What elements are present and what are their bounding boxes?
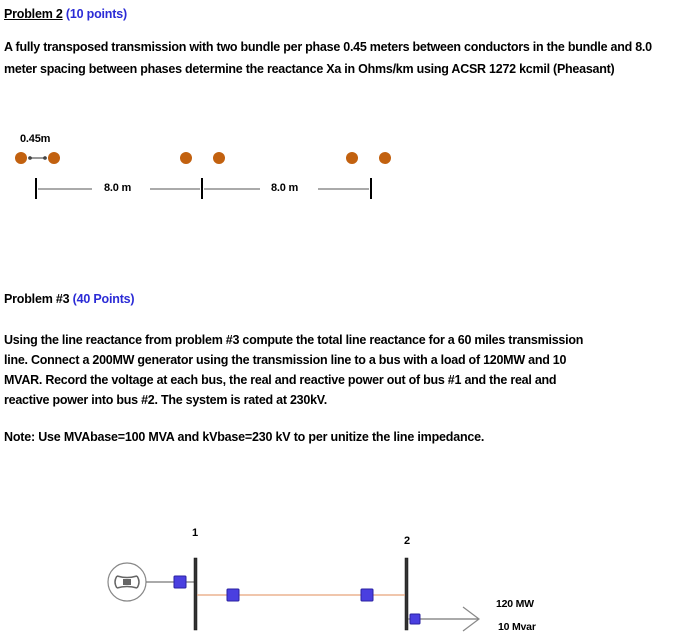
load-breaker — [410, 614, 420, 624]
phase-spacing-label-2: 8.0 m — [271, 182, 299, 194]
line-breaker-2 — [361, 589, 373, 601]
problem3-text-line: line. Connect a 200MW generator using the transmission line to a bus with a load of 120MW and 10 — [4, 353, 567, 367]
generator-breaker — [174, 576, 186, 588]
generator-icon — [108, 563, 146, 601]
problem3-text-line: reactive power into bus #2. The system is rated at 230kV. — [4, 393, 327, 407]
problem3-text-line: Using the line reactance from problem #3 compute the total line reactance for a 60 miles transmission — [4, 333, 584, 347]
bus1-label: 1 — [192, 527, 198, 539]
problem2-points: (10 points) — [65, 7, 127, 21]
load-mw-label: 120 MW — [496, 598, 534, 610]
problem2-text-line: A fully transposed transmission with two bundle per phase 0.45 meters between conductors in the bundle and 8.0 — [4, 40, 652, 54]
line-breaker-1 — [227, 589, 239, 601]
problem3-note: Note: Use MVAbase=100 MVA and kVbase=230 kV to per unitize the line impedance. — [4, 430, 485, 444]
problem3-points: (40 Points) — [72, 292, 135, 306]
bus-2 — [405, 558, 408, 630]
problem3-text-line: MVAR. Record the voltage at each bus, the real and reactive power out of bus #1 and the real and — [4, 373, 557, 387]
bus-1 — [194, 558, 197, 630]
bundle-spacing-label: 0.45m — [20, 133, 51, 145]
problem3-title: Problem #3 — [4, 292, 70, 306]
bus2-label: 2 — [404, 535, 410, 547]
load-mvar-label: 10 Mvar — [498, 621, 536, 633]
problem2-text-line: meter spacing between phases determine the reactance Xa in Ohms/km using ACSR 1272 kcmil (Pheasant) — [4, 62, 615, 76]
problem2-title: Problem 2 — [4, 7, 63, 21]
phase-spacing-label-1: 8.0 m — [104, 182, 132, 194]
